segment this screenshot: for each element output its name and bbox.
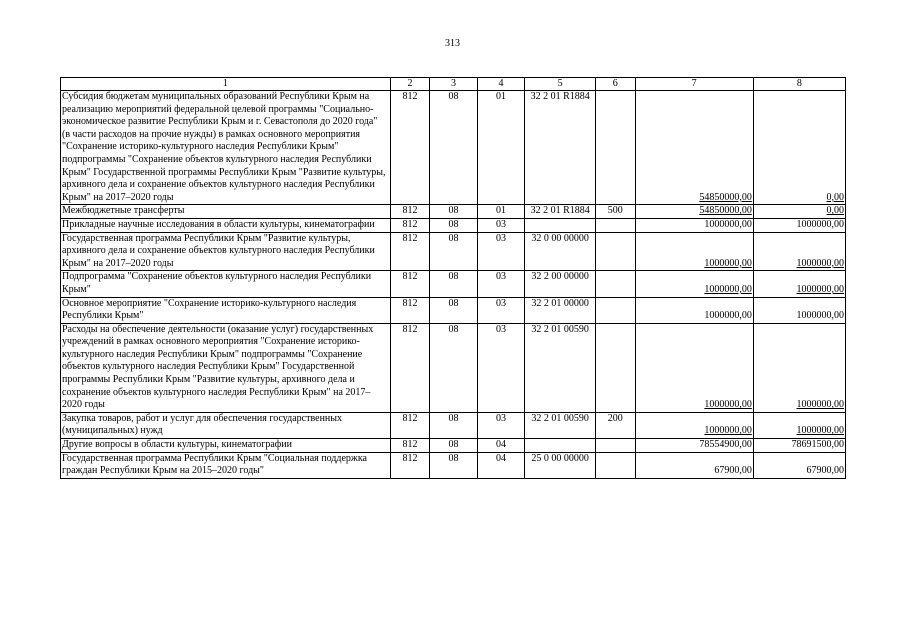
row-target-article: 25 0 00 00000: [525, 452, 596, 478]
table-row: [61, 91, 846, 205]
row-subsection: 04: [477, 452, 525, 478]
table-row: [61, 452, 846, 478]
row-amount-1: 1000000,00: [635, 218, 753, 232]
row-name: Основное мероприятие "Сохранение историко-культурного наследия Республики Крым": [61, 297, 391, 323]
table-row: [61, 412, 846, 438]
row-target-article: 32 2 01 00590: [525, 323, 596, 412]
row-admin-code: 812: [390, 271, 429, 297]
table-row: [61, 205, 846, 219]
table-row: [61, 271, 846, 297]
row-expense-type: [596, 218, 635, 232]
row-section: 08: [430, 271, 478, 297]
row-expense-type: [596, 91, 635, 205]
row-expense-type: [596, 452, 635, 478]
row-amount-2: 1000000,00: [753, 271, 845, 297]
header-cell: 5: [525, 78, 596, 91]
row-subsection: 03: [477, 271, 525, 297]
budget-table: [60, 77, 846, 479]
row-section: 08: [430, 232, 478, 271]
row-amount-1: 54850000,00: [635, 205, 753, 219]
header-cell: 8: [753, 78, 845, 91]
row-expense-type: [596, 271, 635, 297]
row-section: 08: [430, 205, 478, 219]
row-expense-type: [596, 439, 635, 453]
row-admin-code: 812: [390, 452, 429, 478]
row-name: Другие вопросы в области культуры, кинематографии: [61, 439, 391, 453]
row-admin-code: 812: [390, 232, 429, 271]
row-admin-code: 812: [390, 91, 429, 205]
row-amount-2: 67900,00: [753, 452, 845, 478]
row-amount-2: 1000000,00: [753, 323, 845, 412]
row-amount-2: 1000000,00: [753, 297, 845, 323]
header-cell: 2: [390, 78, 429, 91]
row-target-article: [525, 218, 596, 232]
row-section: 08: [430, 323, 478, 412]
row-subsection: 01: [477, 205, 525, 219]
row-admin-code: 812: [390, 297, 429, 323]
table-row: [61, 297, 846, 323]
row-subsection: 03: [477, 412, 525, 438]
row-admin-code: 812: [390, 205, 429, 219]
row-name: Подпрограмма "Сохранение объектов культурного наследия Республики Крым": [61, 271, 391, 297]
row-section: 08: [430, 452, 478, 478]
table-row: [61, 232, 846, 271]
row-name: Субсидия бюджетам муниципальных образований Республики Крым на реализацию мероприятий федеральной целевой программы "Социально-экономическое развитие Республики Крым и г. Севастополя до 2020 года" (в части расходов на прочие нужды) в рамках основного мероприятия "Сохранение историко-культурного наследия Республики Крым" подпрограммы "Сохранение объектов культурного наследия Республики Крым" Государственной программы Республики Крым "Развитие культуры, архивного дела и сохранение объектов культурного наследия Республики Крым" на 2017–2020 годы: [61, 91, 391, 205]
row-target-article: 32 2 01 R1884: [525, 205, 596, 219]
row-subsection: 03: [477, 297, 525, 323]
row-expense-type: 500: [596, 205, 635, 219]
header-cell: 4: [477, 78, 525, 91]
row-section: 08: [430, 297, 478, 323]
header-row: [61, 78, 846, 91]
row-expense-type: 200: [596, 412, 635, 438]
row-name: Государственная программа Республики Крым "Развитие культуры, архивного дела и сохранение объектов культурного наследия Республики Крым" на 2017–2020 годы: [61, 232, 391, 271]
row-subsection: 01: [477, 91, 525, 205]
row-amount-2: 1000000,00: [753, 412, 845, 438]
row-section: 08: [430, 439, 478, 453]
row-amount-1: 1000000,00: [635, 412, 753, 438]
row-amount-2: 78691500,00: [753, 439, 845, 453]
row-target-article: [525, 439, 596, 453]
row-amount-1: 1000000,00: [635, 323, 753, 412]
row-name: Государственная программа Республики Крым "Социальная поддержка граждан Республики Крым на 2015–2020 годы": [61, 452, 391, 478]
row-target-article: 32 2 01 R1884: [525, 91, 596, 205]
row-section: 08: [430, 218, 478, 232]
row-subsection: 04: [477, 439, 525, 453]
row-target-article: 32 2 01 00000: [525, 297, 596, 323]
table-row: [61, 218, 846, 232]
row-admin-code: 812: [390, 323, 429, 412]
header-cell: 3: [430, 78, 478, 91]
row-admin-code: 812: [390, 439, 429, 453]
row-target-article: 32 2 01 00590: [525, 412, 596, 438]
row-section: 08: [430, 91, 478, 205]
row-subsection: 03: [477, 232, 525, 271]
row-target-article: 32 2 00 00000: [525, 271, 596, 297]
row-amount-1: 54850000,00: [635, 91, 753, 205]
page-number: 313: [445, 38, 460, 49]
row-amount-2: 1000000,00: [753, 218, 845, 232]
row-subsection: 03: [477, 323, 525, 412]
row-amount-2: 0,00: [753, 205, 845, 219]
row-subsection: 03: [477, 218, 525, 232]
row-name: Межбюджетные трансферты: [61, 205, 391, 219]
row-amount-1: 1000000,00: [635, 271, 753, 297]
row-expense-type: [596, 323, 635, 412]
row-admin-code: 812: [390, 412, 429, 438]
row-target-article: 32 0 00 00000: [525, 232, 596, 271]
header-cell: 7: [635, 78, 753, 91]
table-row: [61, 439, 846, 453]
row-admin-code: 812: [390, 218, 429, 232]
row-amount-1: 78554900,00: [635, 439, 753, 453]
table-row: [61, 323, 846, 412]
row-expense-type: [596, 297, 635, 323]
row-amount-1: 1000000,00: [635, 297, 753, 323]
row-name: Закупка товаров, работ и услуг для обеспечения государственных (муниципальных) нужд: [61, 412, 391, 438]
row-amount-2: 0,00: [753, 91, 845, 205]
row-amount-1: 1000000,00: [635, 232, 753, 271]
row-name: Прикладные научные исследования в области культуры, кинематографии: [61, 218, 391, 232]
header-cell: 1: [61, 78, 391, 91]
row-amount-2: 1000000,00: [753, 232, 845, 271]
row-section: 08: [430, 412, 478, 438]
header-cell: 6: [596, 78, 635, 91]
row-amount-1: 67900,00: [635, 452, 753, 478]
row-expense-type: [596, 232, 635, 271]
row-name: Расходы на обеспечение деятельности (оказание услуг) государственных учреждений в рамках основного мероприятия "Сохранение историко-культурного наследия Республики Крым" подпрограммы "Сохранение объектов культурного наследия Республики Крым" Государственной программы Республики Крым "Развитие культуры, архивного дела и сохранение объектов культурного наследия Республики Крым" на 2017–2020 годы: [61, 323, 391, 412]
